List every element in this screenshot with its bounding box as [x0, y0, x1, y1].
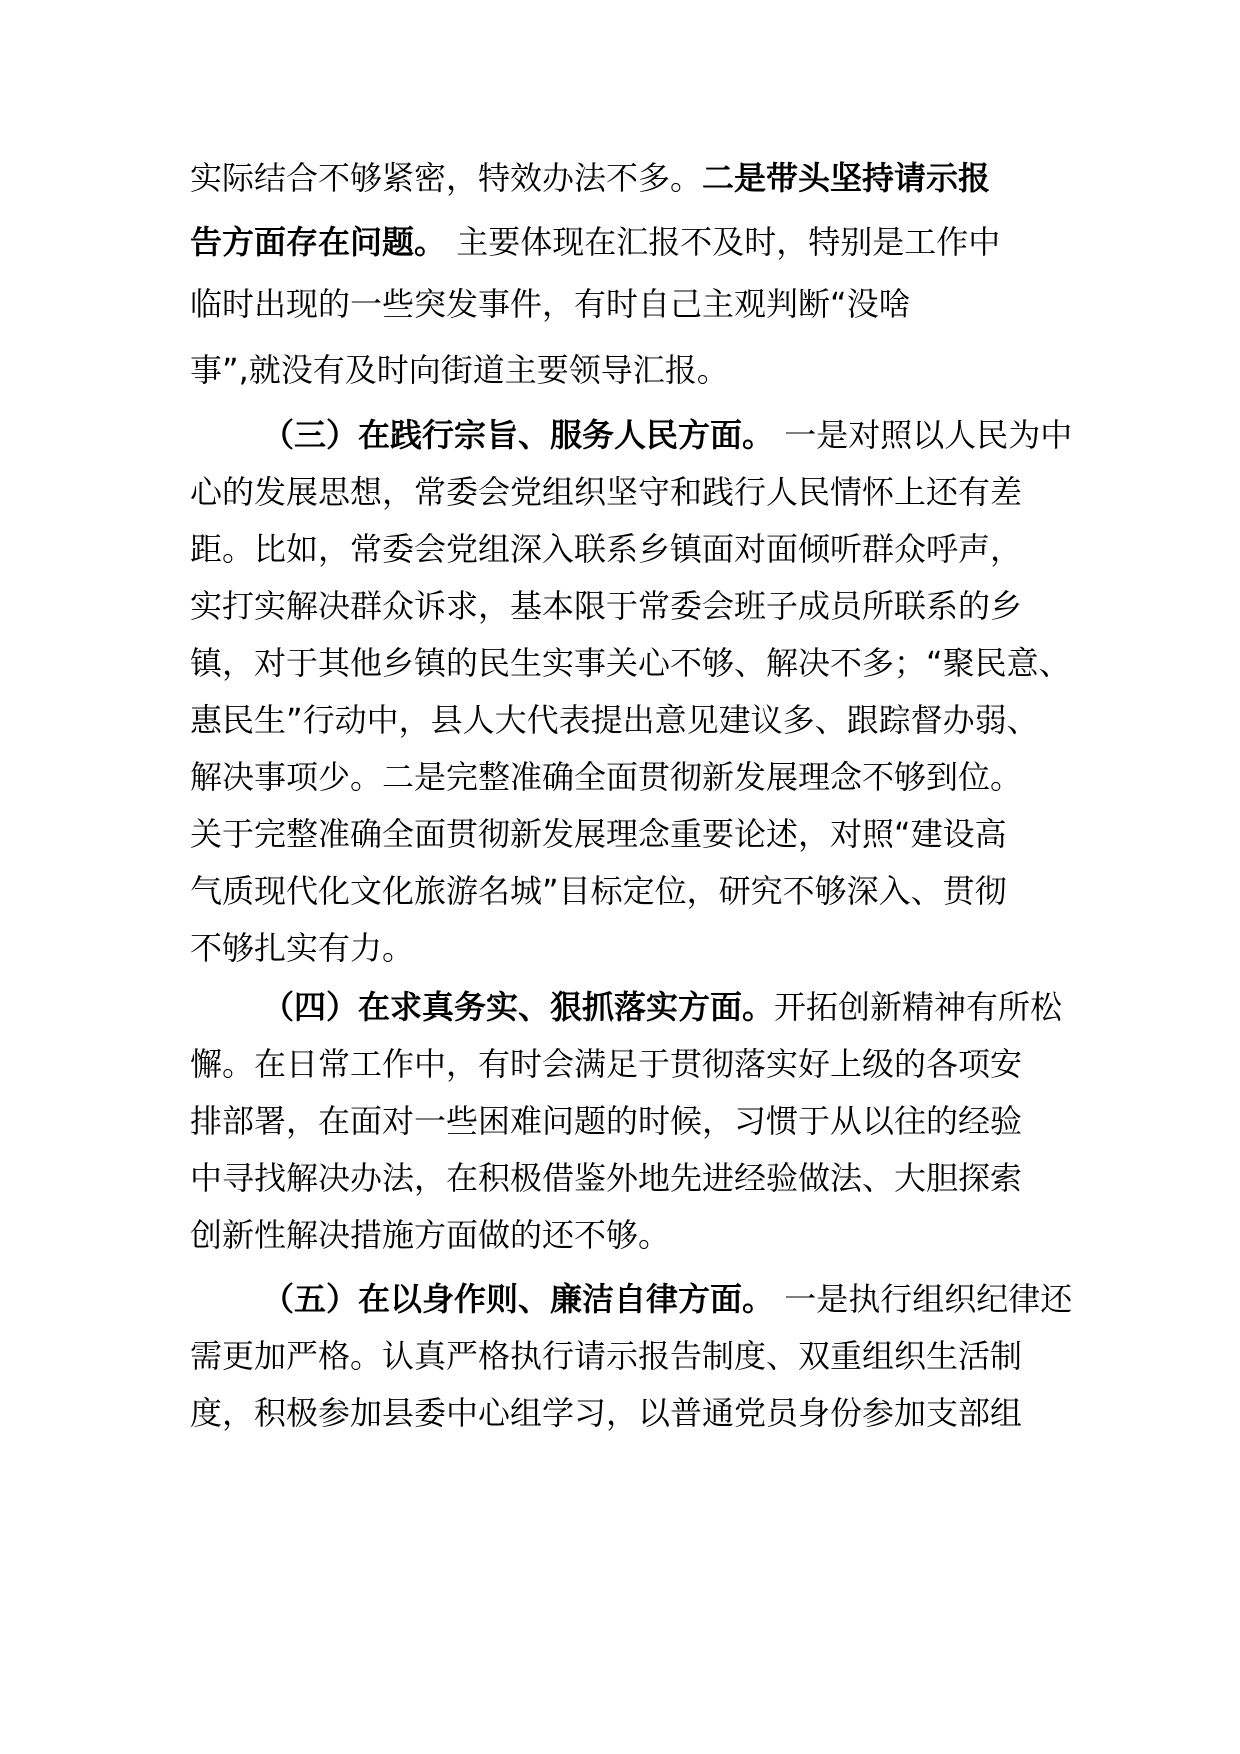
text-line: [190, 641, 1071, 685]
text-line: [190, 755, 1022, 799]
text-run: 不够扎实有力。: [190, 929, 415, 967]
text-run: 事”,就没有及时向街道主要领导汇报。: [190, 351, 729, 389]
text-run: 解决事项少。二是完整准确全面贯彻新发展理念不够到位。: [190, 758, 1023, 796]
text-line: [190, 527, 1022, 571]
text-line: [190, 584, 1022, 628]
text-run: 主要体现在汇报不及时，特别是工作中: [446, 223, 1001, 261]
text-line: [190, 470, 1022, 514]
section-heading: （四）在求真务实、狠抓落实方面。: [262, 988, 775, 1026]
section-heading-line: [262, 413, 1072, 457]
text-run: 中寻找解决办法，在积极借鉴外地先进经验做法、大胆探索: [190, 1159, 1023, 1197]
text-run: 心的发展思想，常委会党组织坚守和践行人民情怀上还有差: [190, 473, 1023, 511]
text-line: [190, 348, 729, 392]
text-line: [190, 220, 1000, 264]
text-line: [190, 698, 1039, 742]
text-line: [190, 1334, 1022, 1378]
text-run: 一是对照以人民为中: [774, 416, 1073, 454]
text-run: 距。比如，常委会党组深入联系乡镇面对面倾听群众呼声，: [190, 530, 1023, 568]
text-run: 需更加严格。认真严格执行请示报告制度、双重组织生活制: [190, 1337, 1023, 1375]
text-line: [190, 1391, 1022, 1435]
section-heading: （五）在以身作则、廉洁自律方面。: [262, 1280, 775, 1318]
text-run: 懈。在日常工作中，有时会满足于贯彻落实好上级的各项安: [190, 1045, 1023, 1083]
section-heading-line: [262, 985, 1062, 1029]
text-line: [190, 156, 990, 200]
bold-heading-run: 二是带头坚持请示报: [702, 159, 991, 197]
section-heading-line: [262, 1277, 1072, 1321]
bold-heading-run: 告方面存在问题。: [190, 223, 447, 261]
text-run: 气质现代化文化旅游名城”目标定位，研究不够深入、贯彻: [190, 872, 1007, 910]
section-heading: （三）在践行宗旨、服务人民方面。: [262, 416, 775, 454]
text-line: [190, 869, 1007, 913]
text-run: 一是执行组织纪律还: [774, 1280, 1073, 1318]
text-line: [190, 1042, 1022, 1086]
text-run: 临时出现的一些突发事件，有时自己主观判断“没啥: [190, 285, 911, 323]
text-line: [190, 1213, 670, 1257]
text-run: 实际结合不够紧密，特效办法不多。: [190, 159, 703, 197]
text-line: [190, 812, 1007, 856]
text-run: 度，积极参加县委中心组学习，以普通党员身份参加支部组: [190, 1394, 1023, 1432]
text-line: [190, 1099, 1022, 1143]
text-run: 镇，对于其他乡镇的民生实事关心不够、解决不多；“聚民意、: [190, 644, 1071, 682]
text-line: [190, 1156, 1022, 1200]
text-run: 排部署，在面对一些困难问题的时候，习惯于从以往的经验: [190, 1102, 1023, 1140]
text-line: [190, 926, 414, 970]
text-line: [190, 282, 911, 326]
text-run: 惠民生”行动中，县人大代表提出意见建议多、跟踪督办弱、: [190, 701, 1039, 739]
text-run: 实打实解决群众诉求，基本限于常委会班子成员所联系的乡: [190, 587, 1023, 625]
text-run: 开拓创新精神有所松: [774, 988, 1063, 1026]
text-run: 创新性解决措施方面做的还不够。: [190, 1216, 671, 1254]
text-run: 关于完整准确全面贯彻新发展理念重要论述，对照“建设高: [190, 815, 1007, 853]
